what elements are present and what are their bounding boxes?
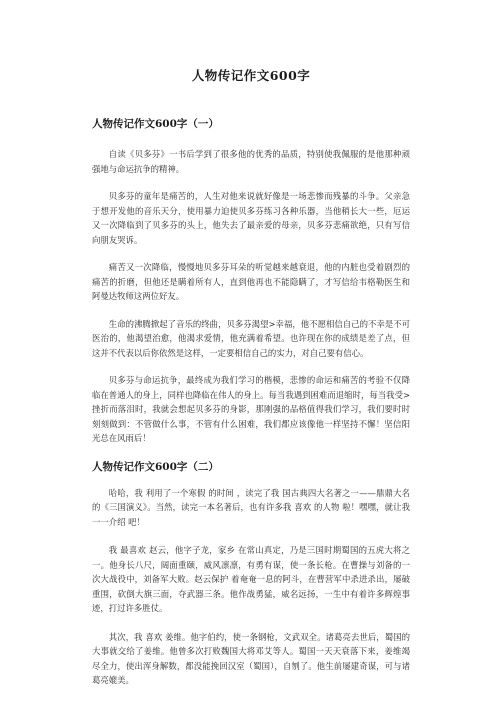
paragraph: 自读《贝多芬》一书后学到了很多他的优秀的品质，特别使我佩服的是他那种顽强地与命运抗争的精神。 [92,149,410,174]
essay-section-2 [92,459,410,688]
paragraph: 痛苦又一次降临，慢慢地贝多芬耳朵的听觉越来越衰退，他的内脏也受着剧烈的痛苦的折磨，但他还是瞒着所有人，直到他再也不能隐瞒了，才写信给韦格勒医生和阿曼达牧师这两位好友。 [92,262,410,301]
section-heading: 人物传记作文600字（一） [92,118,219,130]
paragraph: 贝多芬与命运抗争，最终成为我们学习的楷模，悲惨的命运和痛苦的考验不仅降临在普通人的身上，同样也降临在伟人的身上。每当我遇到困难而退缩时，每当我受>挫折而落泪时，我就会想起贝多芬的身影，那刚强的品格值得我们学习，我们要时时刻刻做到：不管做什么事，不管有什么困难，我们都应该像他一样坚持不懈！坚信阳光总在风雨后！ [92,375,410,443]
paragraph: 生命的沸腾掀起了音乐的终曲，贝多芬渴望>幸福，他不愿相信自己的不幸是不可医治的，他渴望治愈，他渴求爱情，他充满着希望。也许现在你的成绩是差了点，但这并不代表以后你依然是这样，一定要相信自己的实力，对自己要有信心。 [92,318,410,358]
paragraph: 哈哈，我 利用了一个寒假 的时间 ，读完了我 国古典四大名著之一——鼎鼎大名的《三国演义》。当然，读完一本名著后，也有许多我 喜欢 的人物 啦！嘿嘿，就让我 一一介绍 吧！ [92,487,410,527]
paragraph: 其次，我 喜欢 姜维。他字伯约，使一条钢枪，文武双全。诸葛亮去世后，蜀国的大事就交给了姜维。他曾多次打败魏国大将邓艾等人。蜀国一天天衰落下来，姜维竭尽全力，使出浑身解数，都没能挽回汉室（蜀国），自刎了。他生前屡建奇谋，可与诸葛亮媲美。 [92,631,410,685]
section-heading: 人物传记作文600字（二） [92,460,219,473]
paragraph: 我 最喜欢 赵云，他字子龙，家乡 在常山真定，乃是三国时期蜀国的五虎大将之一。他身长八尺，阔面重颐，威风凛凛，有勇有谋，使一条长枪。在曹操与刘备的一次大战役中，刘备军大败。赵云保护 着奄奄一息的阿斗，在曹营军中杀进杀出，屡破重围，砍倒大旗三面，夺武器三条。他作战勇猛，威名远扬，一生中有着许多辉煌事迹，打过许多胜仗。 [92,545,410,613]
document-title: 人物传记作文600字 [191,68,311,83]
paragraph: 贝多芬的童年是痛苦的，人生对他来说就好像是一场悲惨而残暴的斗争。父亲急于想开发他的音乐天分，使用暴力迫使贝多芬练习各种乐器，当他稍长大一些，厄运又一次降临到了贝多芬的头上，他失去了最亲爱的母亲，贝多芬悲痛欲绝，只有写信向朋友哭诉。 [92,191,410,245]
essay-section-1 [92,116,410,446]
